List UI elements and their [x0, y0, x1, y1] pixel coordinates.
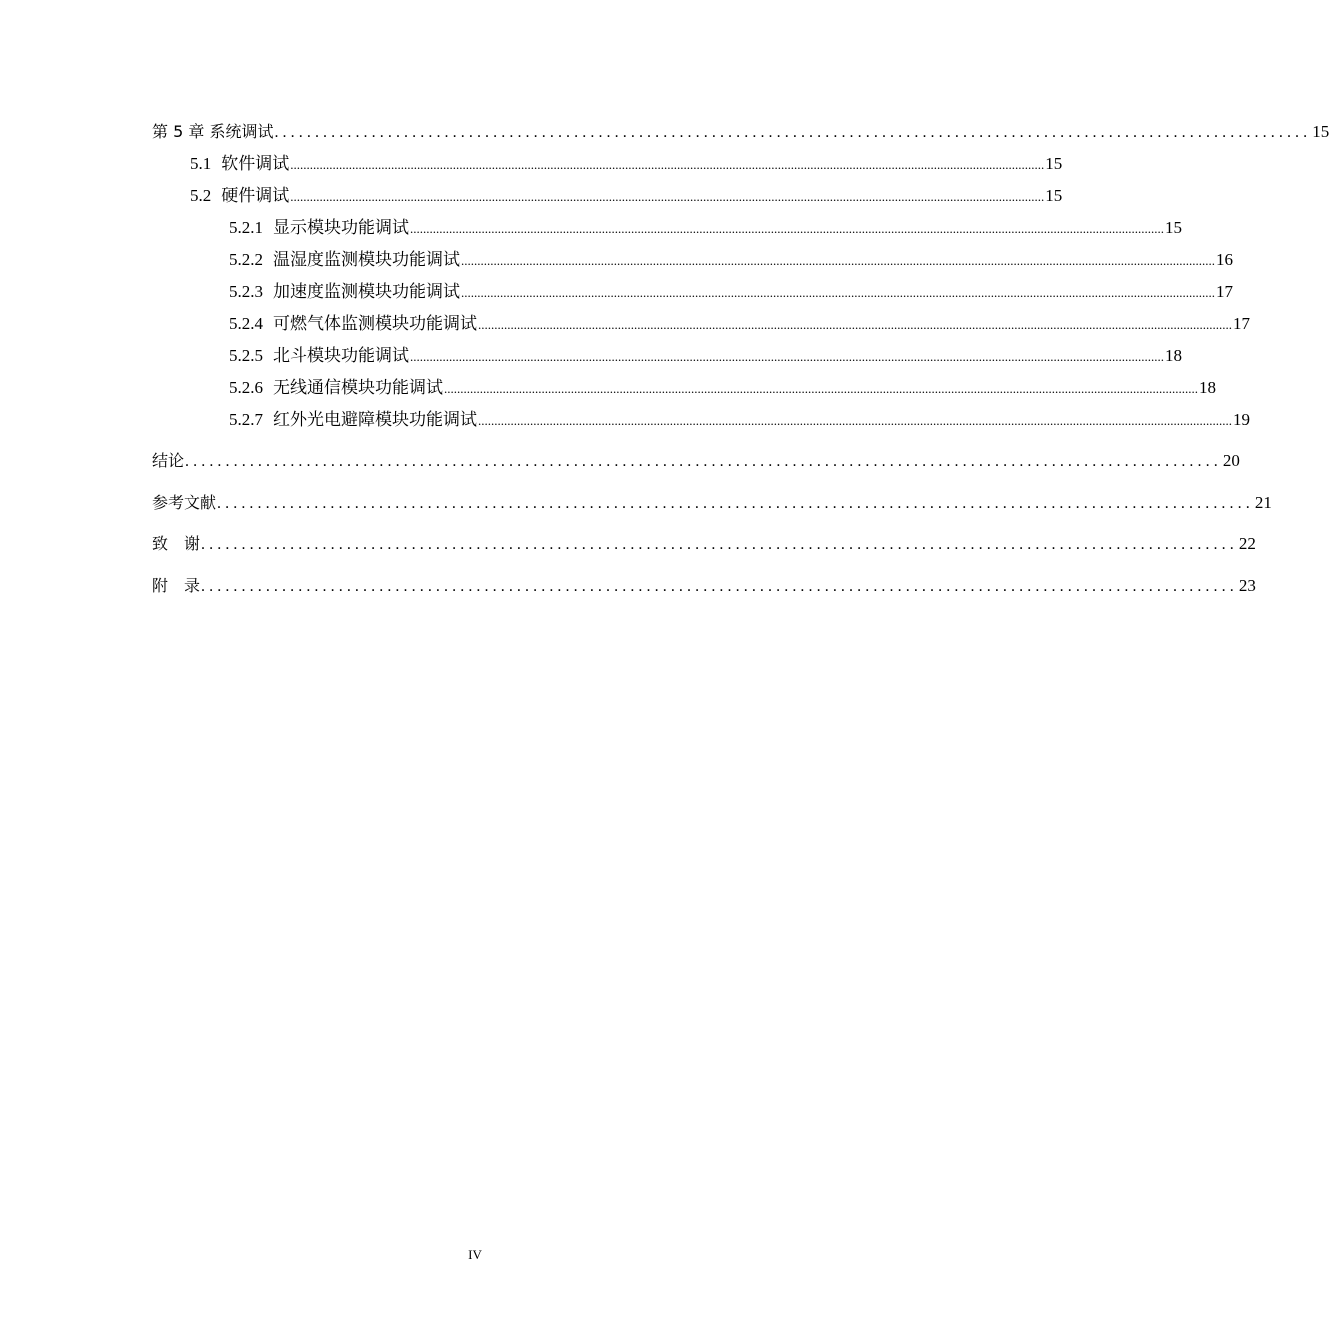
toc-entry-references[interactable]: [152, 491, 1272, 515]
toc-entry-page: 18: [1165, 346, 1182, 365]
toc-entry-page: 22: [1238, 534, 1256, 553]
toc-entry-conclusion[interactable]: [152, 449, 1240, 473]
toc-entry-5-2-7[interactable]: [229, 408, 1250, 432]
dot-leader: ........................................................................................................................................................................................................................................: [410, 349, 1164, 364]
toc-entry-label: 第 5 章 系统调试: [152, 122, 274, 141]
section-number: 5.2.6: [229, 378, 263, 397]
section-number: 5.1: [190, 154, 212, 173]
toc-entry-page: 17: [1216, 282, 1233, 301]
toc-entry-page: 15: [1165, 218, 1182, 237]
dot-leader: ................................................................................................................................: [185, 453, 1222, 470]
dot-leader: ................................................................................................................................: [201, 578, 1238, 595]
dot-leader: ........................................................................................................................................................................................................................................: [461, 285, 1215, 300]
toc-entry-chapter-5[interactable]: [152, 120, 1329, 144]
toc-entry-label: 附 录: [152, 576, 201, 595]
toc-entry-page: 16: [1216, 250, 1233, 269]
dot-leader: ................................................................................................................................: [201, 536, 1238, 553]
toc-entry-page: 21: [1254, 493, 1272, 512]
section-number: 5.2.5: [229, 346, 263, 365]
toc-entry-page: 18: [1199, 378, 1216, 397]
toc-entry-5-2-1[interactable]: [229, 216, 1182, 240]
section-number: 5.2: [190, 186, 212, 205]
toc-entry-5-2-6[interactable]: [229, 376, 1216, 400]
dot-leader: ........................................................................................................................................................................................................................................: [478, 317, 1232, 332]
section-title: 可燃气体监测模块功能调试: [273, 314, 477, 333]
section-number: 5.2.2: [229, 250, 263, 269]
toc-entry-label: 参考文献: [152, 493, 217, 512]
dot-leader: ........................................................................................................................................................................................................................................: [290, 189, 1045, 204]
dot-leader: ........................................................................................................................................................................................................................................: [444, 381, 1198, 396]
toc-entry-page: 15: [1045, 154, 1063, 173]
dot-leader: ........................................................................................................................................................................................................................................: [461, 253, 1215, 268]
section-number: 5.2.7: [229, 410, 263, 429]
toc-entry-5-2-4[interactable]: [229, 312, 1250, 336]
dot-leader: ........................................................................................................................................................................................................................................: [410, 221, 1164, 236]
toc-entry-5-2-5[interactable]: [229, 344, 1182, 368]
toc-entry-page: 15: [1045, 186, 1063, 205]
toc-entry-page: 23: [1238, 576, 1256, 595]
section-title: 加速度监测模块功能调试: [273, 282, 460, 301]
dot-leader: ................................................................................................................................: [274, 124, 1312, 141]
section-title: 软件调试: [221, 154, 290, 173]
section-title: 硬件调试: [221, 186, 290, 205]
dot-leader: ................................................................................................................................: [217, 495, 1254, 512]
toc-entry-5-2[interactable]: [190, 184, 1063, 208]
section-title: 温湿度监测模块功能调试: [273, 250, 460, 269]
section-number: 5.2.4: [229, 314, 263, 333]
toc-entry-page: 20: [1222, 451, 1240, 470]
toc-entry-5-1[interactable]: [190, 152, 1063, 176]
toc-entry-appendix[interactable]: [152, 574, 1256, 598]
toc-entry-page: 19: [1233, 410, 1250, 429]
section-number: 5.2.1: [229, 218, 263, 237]
section-title: 北斗模块功能调试: [273, 346, 409, 365]
toc-entry-acknowledgements[interactable]: [152, 532, 1256, 556]
section-title: 红外光电避障模块功能调试: [273, 410, 477, 429]
dot-leader: ........................................................................................................................................................................................................................................: [478, 413, 1232, 428]
section-title: 无线通信模块功能调试: [273, 378, 443, 397]
toc-entry-5-2-3[interactable]: [229, 280, 1233, 304]
page-number-footer: IV: [468, 1247, 482, 1262]
toc-entry-5-2-2[interactable]: [229, 248, 1233, 272]
toc-entry-page: 17: [1233, 314, 1250, 333]
toc-entry-label: 结论: [152, 451, 185, 470]
toc-entry-page: 15: [1312, 122, 1329, 141]
section-number: 5.2.3: [229, 282, 263, 301]
dot-leader: ........................................................................................................................................................................................................................................: [290, 157, 1045, 172]
section-title: 显示模块功能调试: [273, 218, 409, 237]
toc-entry-label: 致 谢: [152, 534, 201, 553]
